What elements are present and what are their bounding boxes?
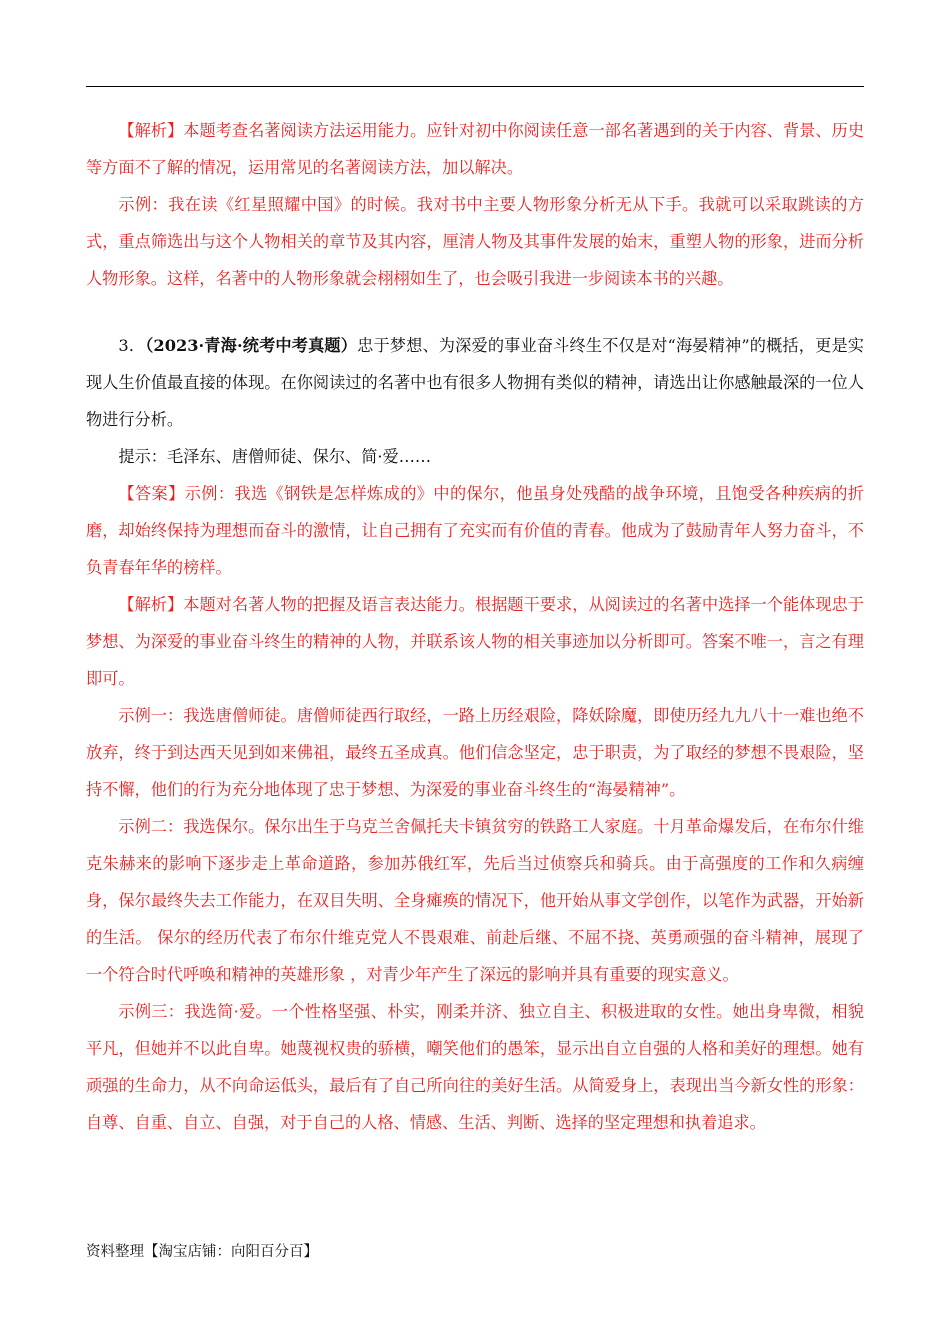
analysis-paragraph-1 xyxy=(86,112,864,186)
analysis-tag: 【解析】 xyxy=(118,595,184,614)
answer-text: 示例：我选《钢铁是怎样炼成的》中的保尔，他虽身处残酷的战争环境，且饱受各种疾病的折磨，却始终保持为理想而奋斗的激情，让自己拥有了充实而有价值的青春。他成为了鼓励青年人努力奋斗，不负青春年华的榜样。 xyxy=(86,484,864,577)
analysis-tag: 【解析】 xyxy=(118,121,184,140)
section-gap xyxy=(86,297,864,327)
question-stem-text: 忠于梦想、为深爱的事业奋斗终生不仅是对“海晏精神”的概括，更是实现人生价值最直接的体现。在你阅读过的名著中也有很多人物拥有类似的精神，请选出让你感触最深的一位人物进行分析。 xyxy=(86,336,864,429)
analysis-paragraph-2 xyxy=(86,586,864,697)
question-source: （2023·青海·统考中考真题） xyxy=(145,336,358,355)
document-body xyxy=(86,112,864,1141)
example-one-paragraph: 示例一：我选唐僧师徒。唐僧师徒西行取经，一路上历经艰险，降妖除魔，即使历经九九八十一难也绝不放弃，终于到达西天见到如来佛祖，最终五圣成真。他们信念坚定，忠于职责，为了取经的梦想不畏艰险，坚持不懈，他们的行为充分地体现了忠于梦想、为深爱的事业奋斗终生的“海晏精神”。 xyxy=(86,706,864,799)
answer-tag: 【答案】 xyxy=(118,484,185,503)
footer-note: 资料整理【淘宝店铺：向阳百分百】 xyxy=(86,1244,318,1260)
example-two-paragraph: 示例二：我选保尔。保尔出生于乌克兰舍佩托夫卡镇贫穷的铁路工人家庭。十月革命爆发后，在布尔什维克朱赫来的影响下逐步走上革命道路，参加苏俄红军，先后当过侦察兵和骑兵。由于高强度的工作和久病缠身，保尔最终失去工作能力，在双目失明、全身瘫痪的情况下，他开始从事文学创作，以笔作为武器，开始新的生活。 保尔的经历代表了布尔什维克党人不畏艰难、前赴后继、不屈不挠、英勇顽强的奋斗精神，展现了一个符合时代呼唤和精神的英雄形象 ，对青少年产生了深远的影响并具有重要的现实意义。 xyxy=(86,817,864,984)
analysis-text: 本题考查名著阅读方法运用能力。应针对初中你阅读任意一部名著遇到的关于内容、背景、历史等方面不了解的情况，运用常见的名著阅读方法，加以解决。 xyxy=(86,121,865,177)
question-hint: 提示：毛泽东、唐僧师徒、保尔、简·爱…… xyxy=(118,447,432,466)
answer-paragraph xyxy=(86,475,864,586)
question-number: 3． xyxy=(118,336,146,355)
example-three-paragraph: 示例三：我选简·爱。一个性格坚强、朴实，刚柔并济、独立自主、积极进取的女性。她出身卑微，相貌平凡，但她并不以此自卑。她蔑视权贵的骄横，嘲笑他们的愚笨，显示出自立自强的人格和美好的理想。她有顽强的生命力，从不向命运低头，最后有了自己所向往的美好生活。从简爱身上，表现出当今新女性的形象：自尊、自重、自立、自强，对于自己的人格、情感、生活、判断、选择的坚定理想和执着追求。 xyxy=(86,1002,864,1132)
analysis-text: 本题对名著人物的把握及语言表达能力。根据题干要求，从阅读过的名著中选择一个能体现忠于梦想、为深爱的事业奋斗终生的精神的人物，并联系该人物的相关事迹加以分析即可。答案不唯一，言之有理即可。 xyxy=(86,595,865,688)
header-rule xyxy=(86,86,864,87)
example-paragraph-1: 示例：我在读《红星照耀中国》的时候。我对书中主要人物形象分析无从下手。我就可以采取跳读的方式，重点筛选出与这个人物相关的章节及其内容，厘清人物及其事件发展的始末，重塑人物的形象，进而分析人物形象。这样，名著中的人物形象就会栩栩如生了，也会吸引我进一步阅读本书的兴趣。 xyxy=(86,195,864,288)
question-3-stem xyxy=(86,327,864,438)
